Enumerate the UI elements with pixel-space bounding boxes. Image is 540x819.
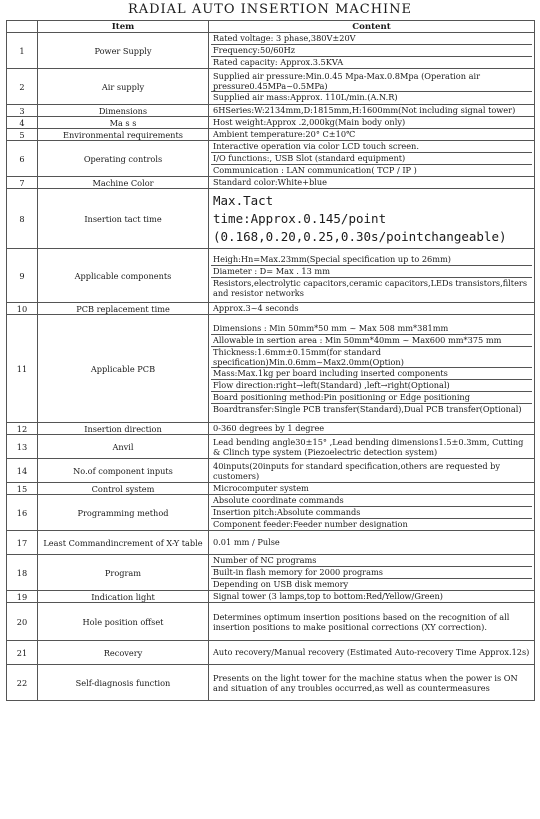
content-line: Heigh:Hn=Max.23mm(Special specification up to 26mm) — [211, 254, 532, 266]
row-content — [209, 303, 535, 315]
table-row — [7, 555, 535, 591]
header-content: Content — [209, 21, 535, 33]
row-number: 10 — [7, 303, 38, 315]
table-row — [7, 423, 535, 435]
row-item: Insertion tact time — [38, 189, 209, 249]
row-number: 16 — [7, 495, 38, 531]
content-line: Supplied air mass:Approx. 110L/min.(A.N.R) — [213, 91, 398, 102]
content-line: Boardtransfer:Single PCB transfer(Standard),Dual PCB transfer(Optional) — [213, 403, 522, 414]
row-number: 22 — [7, 665, 38, 701]
row-content — [209, 555, 535, 591]
header-item: Item — [38, 21, 209, 33]
row-number: 12 — [7, 423, 38, 435]
content-line: Host weight:Approx .2,000kg(Main body only) — [213, 117, 406, 127]
table-row — [7, 117, 535, 129]
table-row — [7, 591, 535, 603]
table-row — [7, 33, 535, 69]
row-item: Recovery — [38, 641, 209, 665]
row-item: Hole position offset — [38, 603, 209, 641]
content-line: Ambient temperature:20° C±10℃ — [213, 129, 356, 139]
content-line: time:Approx.0.145/point — [213, 210, 387, 226]
row-number: 19 — [7, 591, 38, 603]
content-line: Standard color:White+blue — [213, 177, 327, 187]
row-item: Operating controls — [38, 141, 209, 177]
row-number: 13 — [7, 435, 38, 459]
table-row — [7, 531, 535, 555]
content-line: 40inputs(20inputs for standard specification,others are requested by customers) — [213, 460, 501, 481]
content-line: Max.Tact — [213, 192, 274, 208]
row-content — [209, 129, 535, 141]
row-item: Machine Color — [38, 177, 209, 189]
content-line: Built-in flash memory for 2000 programs — [211, 567, 532, 579]
row-number: 11 — [7, 315, 38, 423]
row-number: 1 — [7, 33, 38, 69]
content-line: (0.168,0.20,0.25,0.30s/pointchangeable) — [213, 228, 507, 244]
row-content — [209, 495, 535, 531]
content-line: Microcomputer system — [213, 483, 309, 493]
row-item: No.of component inputs — [38, 459, 209, 483]
row-item: Applicable PCB — [38, 315, 209, 423]
content-line: Number of NC programs — [211, 555, 532, 567]
table-row — [7, 105, 535, 117]
row-item: Control system — [38, 483, 209, 495]
row-item: PCB replacement time — [38, 303, 209, 315]
row-item: Program — [38, 555, 209, 591]
row-content — [209, 435, 535, 459]
content-line: Component feeder:Feeder number designation — [213, 519, 408, 529]
row-item: Anvil — [38, 435, 209, 459]
row-number: 6 — [7, 141, 38, 177]
content-line: I/O functions:, USB Slot (standard equipment) — [211, 153, 532, 165]
row-item: Self-diagnosis function — [38, 665, 209, 701]
content-line: Approx.3~4 seconds — [213, 303, 299, 313]
row-number: 7 — [7, 177, 38, 189]
row-item: Insertion direction — [38, 423, 209, 435]
row-number: 21 — [7, 641, 38, 665]
row-content — [209, 33, 535, 69]
table-row — [7, 483, 535, 495]
row-item: Indication light — [38, 591, 209, 603]
row-content — [209, 483, 535, 495]
content-line: Resistors,electrolytic capacitors,ceramic capacitors,LEDs transistors,filters and resistor networks — [213, 277, 528, 298]
content-line: Diameter : D= Max . 13 mm — [211, 266, 532, 278]
spec-table — [6, 20, 535, 701]
table-row — [7, 459, 535, 483]
content-line: 0.01 mm / Pulse — [213, 537, 280, 547]
row-number: 9 — [7, 249, 38, 303]
row-number: 4 — [7, 117, 38, 129]
row-number: 8 — [7, 189, 38, 249]
content-line: Mass:Max.1kg per board including inserted components — [211, 368, 532, 380]
header-row — [7, 21, 535, 33]
content-line: Signal tower (3 lamps,top to bottom:Red/Yellow/Green) — [213, 591, 443, 601]
row-content — [209, 315, 535, 423]
row-content — [209, 141, 535, 177]
row-content — [209, 531, 535, 555]
content-line: 0-360 degrees by 1 degree — [213, 423, 325, 433]
content-line: Depending on USB disk memory — [213, 579, 349, 589]
row-content — [209, 69, 535, 105]
content-line: Flow direction:right→left(Standard) ,left→right(Optional) — [211, 380, 532, 392]
content-line: Auto recovery/Manual recovery (Estimated Auto-recovery Time Approx.12s) — [213, 647, 530, 657]
document-title: RADIAL AUTO INSERTION MACHINE — [127, 2, 413, 17]
content-line: Thickness:1.6mm±0.15mm(for standard specification)Min.0.6mm~Max2.0mm(Option) — [211, 347, 532, 368]
content-line: Dimensions : Min 50mm*50 mm ~ Max 508 mm*381mm — [211, 323, 532, 335]
row-content — [209, 249, 535, 303]
content-line: Determines optimum insertion positions based on the recognition of all insertion positions to make positional corrections (XY correction). — [213, 611, 510, 632]
row-item: Ma s s — [38, 117, 209, 129]
row-item: Programming method — [38, 495, 209, 531]
row-number: 14 — [7, 459, 38, 483]
table-row — [7, 495, 535, 531]
row-number: 5 — [7, 129, 38, 141]
row-item: Power Supply — [38, 33, 209, 69]
row-content — [209, 591, 535, 603]
content-line: Rated capacity: Approx.3.5KVA — [213, 57, 344, 67]
row-item: Air supply — [38, 69, 209, 105]
row-number: 20 — [7, 603, 38, 641]
row-number: 17 — [7, 531, 38, 555]
row-item: Applicable components — [38, 249, 209, 303]
row-number: 2 — [7, 69, 38, 105]
table-row — [7, 141, 535, 177]
row-content — [209, 459, 535, 483]
content-line: Allowable in sertion area : Min 50mm*40mm ~ Max600 mm*375 mm — [211, 335, 532, 347]
table-row — [7, 603, 535, 641]
row-number: 3 — [7, 105, 38, 117]
row-number: 15 — [7, 483, 38, 495]
row-content — [209, 189, 535, 249]
table-row — [7, 177, 535, 189]
content-line: Rated voltage: 3 phase,380V±20V — [211, 33, 532, 45]
row-number: 18 — [7, 555, 38, 591]
table-row — [7, 315, 535, 423]
row-item: Dimensions — [38, 105, 209, 117]
row-content — [209, 423, 535, 435]
content-line: Insertion pitch:Absolute commands — [211, 507, 532, 519]
content-line: Frequency:50/60Hz — [211, 45, 532, 57]
table-row — [7, 303, 535, 315]
row-item: Environmental requirements — [38, 129, 209, 141]
row-content — [209, 665, 535, 701]
content-line: Absolute coordinate commands — [211, 495, 532, 507]
table-row — [7, 435, 535, 459]
content-line: Interactive operation via color LCD touch screen. — [211, 141, 532, 153]
row-content — [209, 117, 535, 129]
table-row — [7, 189, 535, 249]
content-line: Lead bending angle30±15° ,Lead bending dimensions1.5±0.3mm, Cutting & Clinch type system (Piezoelectric detection system) — [213, 436, 524, 457]
content-line: Board positioning method:Pin positioning or Edge positioning — [211, 392, 532, 404]
row-content — [209, 105, 535, 117]
table-row — [7, 665, 535, 701]
row-item: Least Commandincrement of X-Y table — [38, 531, 209, 555]
table-row — [7, 69, 535, 105]
content-line: 6HSeries:W:2134mm,D:1815mm,H:1600mm(Not including signal tower) — [213, 105, 516, 115]
content-line: Communication : LAN communication( TCP / IP ) — [213, 165, 417, 175]
header-no — [7, 21, 38, 33]
row-content — [209, 177, 535, 189]
table-row — [7, 129, 535, 141]
table-row — [7, 641, 535, 665]
table-row — [7, 249, 535, 303]
row-content — [209, 603, 535, 641]
row-content — [209, 641, 535, 665]
content-line: Supplied air pressure:Min.0.45 Mpa-Max.0.8Mpa (Operation air pressure0.45MPa~0.5MPa) — [211, 71, 532, 92]
content-line: Presents on the light tower for the machine status when the power is ON and situation of any troubles occurred,as well as countermeasures — [213, 672, 518, 693]
